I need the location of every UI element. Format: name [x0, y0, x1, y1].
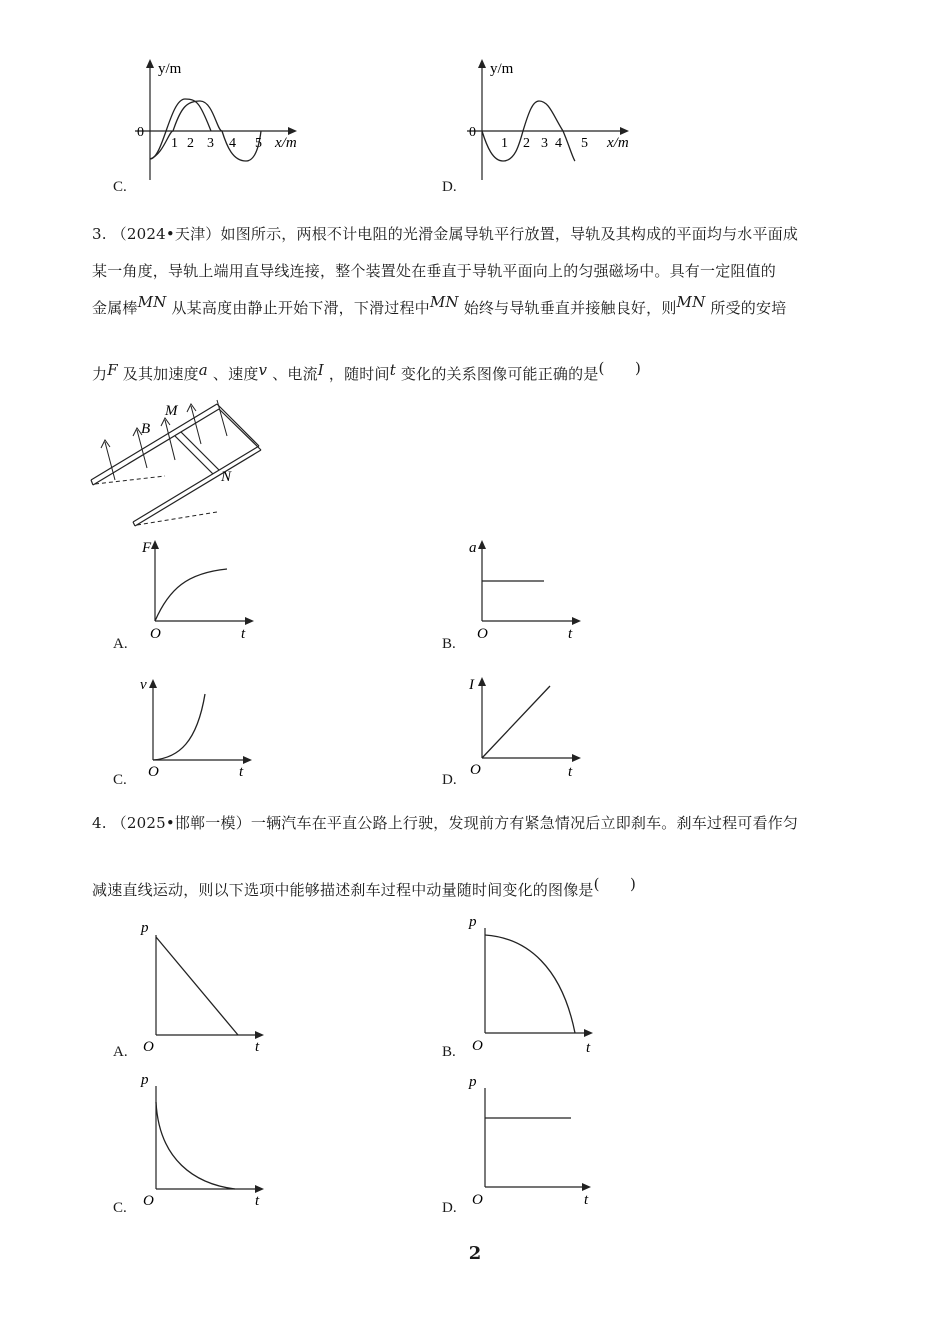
- q2-graph-d: [457, 55, 657, 185]
- text-run: 、速度: [212, 365, 259, 383]
- label-n: N: [221, 469, 232, 485]
- x-axis-label: t: [255, 1193, 260, 1208]
- tick-label: 4: [555, 136, 562, 151]
- option-label: D.: [442, 772, 457, 788]
- origin-label: O: [150, 626, 161, 642]
- q4-graph-a: [135, 915, 275, 1055]
- tick-label: 2: [523, 136, 530, 151]
- origin-label: 0: [469, 125, 476, 140]
- answer-blank: ( ): [598, 359, 642, 377]
- x-axis-label: t: [586, 1040, 591, 1055]
- option-label: A.: [113, 636, 128, 652]
- y-axis-label: p: [141, 1072, 149, 1088]
- text-run: 从某高度由静止开始下滑，下滑过程中: [171, 299, 430, 317]
- q4-graph-b: [464, 910, 604, 1055]
- var-v: v: [258, 361, 268, 379]
- tick-label: 1: [501, 136, 508, 151]
- tick-label: 3: [207, 136, 214, 151]
- tick-label: 5: [581, 136, 588, 151]
- q3-graph-d: [462, 672, 592, 782]
- x-axis-label: t: [568, 764, 573, 780]
- q4-graph-d: [464, 1068, 604, 1208]
- option-label: A.: [113, 1044, 128, 1060]
- option-label: D.: [442, 179, 457, 195]
- origin-label: O: [143, 1039, 154, 1055]
- y-axis-label: p: [469, 914, 477, 930]
- q3-rail-figure: [85, 398, 285, 528]
- q3-graph-a: [135, 535, 265, 645]
- option-label: B.: [442, 636, 456, 652]
- origin-label: 0: [137, 125, 144, 140]
- var-mn: MN: [137, 293, 167, 311]
- option-label: C.: [113, 1200, 127, 1216]
- var-mn: MN: [429, 293, 459, 311]
- answer-blank: ( ): [593, 875, 637, 893]
- x-axis-label: x/m: [275, 135, 297, 151]
- option-label: C.: [113, 179, 127, 195]
- q2-graph-c: [125, 55, 325, 185]
- text-run: 所受的安培: [710, 299, 787, 317]
- origin-label: O: [470, 762, 481, 778]
- q3-graph-c: [135, 672, 265, 782]
- var-mn: MN: [676, 293, 706, 311]
- var-f: F: [107, 361, 118, 379]
- label-m: M: [165, 403, 178, 419]
- y-axis-label: p: [469, 1074, 477, 1090]
- tick-label: 5: [255, 136, 262, 151]
- text-run: 始终与导轨垂直并接触良好，则: [463, 299, 677, 317]
- tick-label: 1: [171, 136, 178, 151]
- q4-line-2: [92, 875, 862, 900]
- q3-line-1: 3. （2024•天津）如图所示，两根不计电阻的光滑金属导轨平行放置，导轨及其构成的平面均与水平面成: [92, 225, 799, 243]
- y-axis-label: p: [141, 920, 149, 936]
- var-a: a: [198, 361, 208, 379]
- y-axis-label: y/m: [490, 61, 514, 77]
- x-axis-label: t: [241, 626, 246, 642]
- var-i: I: [317, 361, 324, 379]
- text-run: 、电流: [272, 365, 318, 383]
- y-axis-label: F: [142, 540, 152, 556]
- x-axis-label: t: [568, 626, 573, 642]
- text-run: 及其加速度: [122, 365, 199, 383]
- x-axis-label: t: [255, 1039, 260, 1055]
- label-b: B: [141, 421, 151, 437]
- text-run: 力: [92, 365, 108, 383]
- text-run: ，随时间: [328, 365, 390, 383]
- tick-label: 3: [541, 136, 548, 151]
- x-axis-label: t: [239, 764, 244, 780]
- y-axis-label: a: [469, 540, 477, 556]
- origin-label: O: [143, 1193, 154, 1208]
- text-run: 减速直线运动，则以下选项中能够描述刹车过程中动量随时间变化的图像是: [92, 881, 594, 899]
- y-axis-label: y/m: [158, 61, 182, 77]
- y-axis-label: I: [469, 677, 474, 693]
- text-run: 变化的关系图像可能正确的是: [400, 365, 599, 383]
- option-label: C.: [113, 772, 127, 788]
- option-label: B.: [442, 1044, 456, 1060]
- q4-graph-c: [135, 1068, 275, 1208]
- text-run: 金属棒: [92, 299, 138, 317]
- x-axis-label: x/m: [607, 135, 629, 151]
- q3-line-3: [92, 293, 862, 318]
- tick-label: 4: [229, 136, 236, 151]
- var-t: t: [389, 361, 396, 379]
- option-label: D.: [442, 1200, 457, 1216]
- q4-line-1: 4. （2025•邯郸一模）一辆汽车在平直公路上行驶，发现前方有紧急情况后立即刹车。刹车过程可看作匀: [92, 814, 799, 832]
- origin-label: O: [472, 1192, 483, 1208]
- origin-label: O: [148, 764, 159, 780]
- page-number: 2: [468, 1243, 482, 1264]
- q3-line-4: [92, 359, 862, 384]
- y-axis-label: v: [140, 677, 147, 693]
- q3-line-2: 某一角度，导轨上端用直导线连接，整个装置处在垂直于导轨平面向上的匀强磁场中。具有一定阻值的: [92, 262, 777, 280]
- q3-graph-b: [462, 535, 592, 645]
- tick-label: 2: [187, 136, 194, 151]
- origin-label: O: [472, 1038, 483, 1054]
- x-axis-label: t: [584, 1192, 589, 1208]
- origin-label: O: [477, 626, 488, 642]
